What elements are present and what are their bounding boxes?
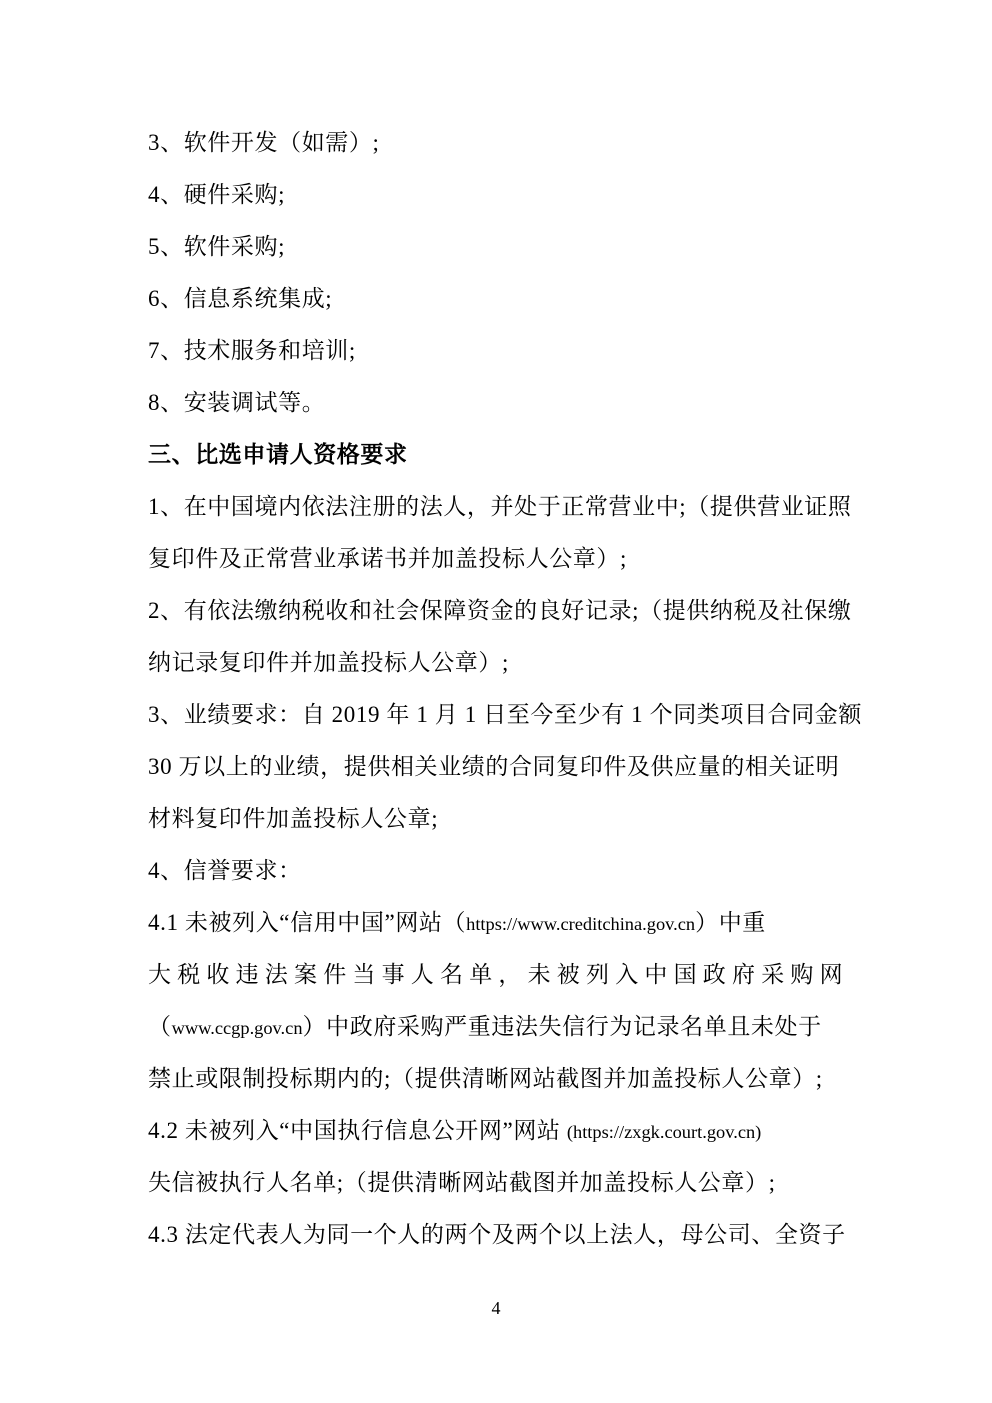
scope-item-6: 6、信息系统集成; [148,286,333,311]
zxgk-court-url: (https://zxgk.court.gov.cn) [566,1122,762,1142]
scope-item-7: 7、技术服务和培训; [148,338,356,363]
creditchina-url: https://www.creditchina.gov.cn [466,914,696,934]
requirement-4-1-suffix: ）中重 [695,910,766,935]
requirement-4-1-line-1 [148,897,848,949]
requirement-4-1-paren-open: （ [148,1014,172,1039]
requirement-4-2-line-1 [148,1105,848,1157]
document-content [148,117,862,1261]
ccgp-url: www.ccgp.gov.cn [171,1018,303,1038]
requirement-4-1-line-4: 禁止或限制投标期内的;（提供清晰网站截图并加盖投标人公章）; [148,1066,823,1091]
requirement-2-line-1: 2、有依法缴纳税收和社会保障资金的良好记录;（提供纳税及社保缴 [148,598,852,623]
requirement-4-1-prefix: 4.1 未被列入“信用中国”网站（ [148,910,467,935]
requirement-4-2-line-2: 失信被执行人名单;（提供清晰网站截图并加盖投标人公章）; [148,1170,776,1195]
requirement-3-line-1: 3、业绩要求：自 2019 年 1 月 1 日至今至少有 1 个同类项目合同金额 [148,702,862,727]
requirement-4-1-line-2: 大税收违法案件当事人名单，未被列入中国政府采购网 [148,962,849,987]
section-heading: 三、比选申请人资格要求 [148,442,408,467]
scope-item-4: 4、硬件采购; [148,182,286,207]
requirement-4-heading: 4、信誉要求： [148,858,302,883]
requirement-1-line-1: 1、在中国境内依法注册的法人，并处于正常营业中;（提供营业证照 [148,494,852,519]
requirement-3-line-2: 30 万以上的业绩，提供相关业绩的合同复印件及供应量的相关证明 [148,754,840,779]
requirement-3-line-3: 材料复印件加盖投标人公章; [148,806,439,831]
requirement-4-2-prefix: 4.2 未被列入“中国执行信息公开网”网站 [148,1118,567,1143]
requirement-2-line-2: 纳记录复印件并加盖投标人公章）; [148,650,509,675]
requirement-1-line-2: 复印件及正常营业承诺书并加盖投标人公章）; [148,546,627,571]
requirement-4-1-line-3-text: ）中政府采购严重违法失信行为记录名单且未处于 [302,1014,822,1039]
scope-item-5: 5、软件采购; [148,234,286,259]
requirement-4-3-line-1: 4.3 法定代表人为同一个人的两个及两个以上法人，母公司、全资子 [148,1222,846,1247]
scope-item-3: 3、软件开发（如需）; [148,130,380,155]
requirement-4-1-line-3 [148,1001,848,1053]
page-number: 4 [491,1298,501,1318]
scope-item-8: 8、安装调试等。 [148,390,326,415]
